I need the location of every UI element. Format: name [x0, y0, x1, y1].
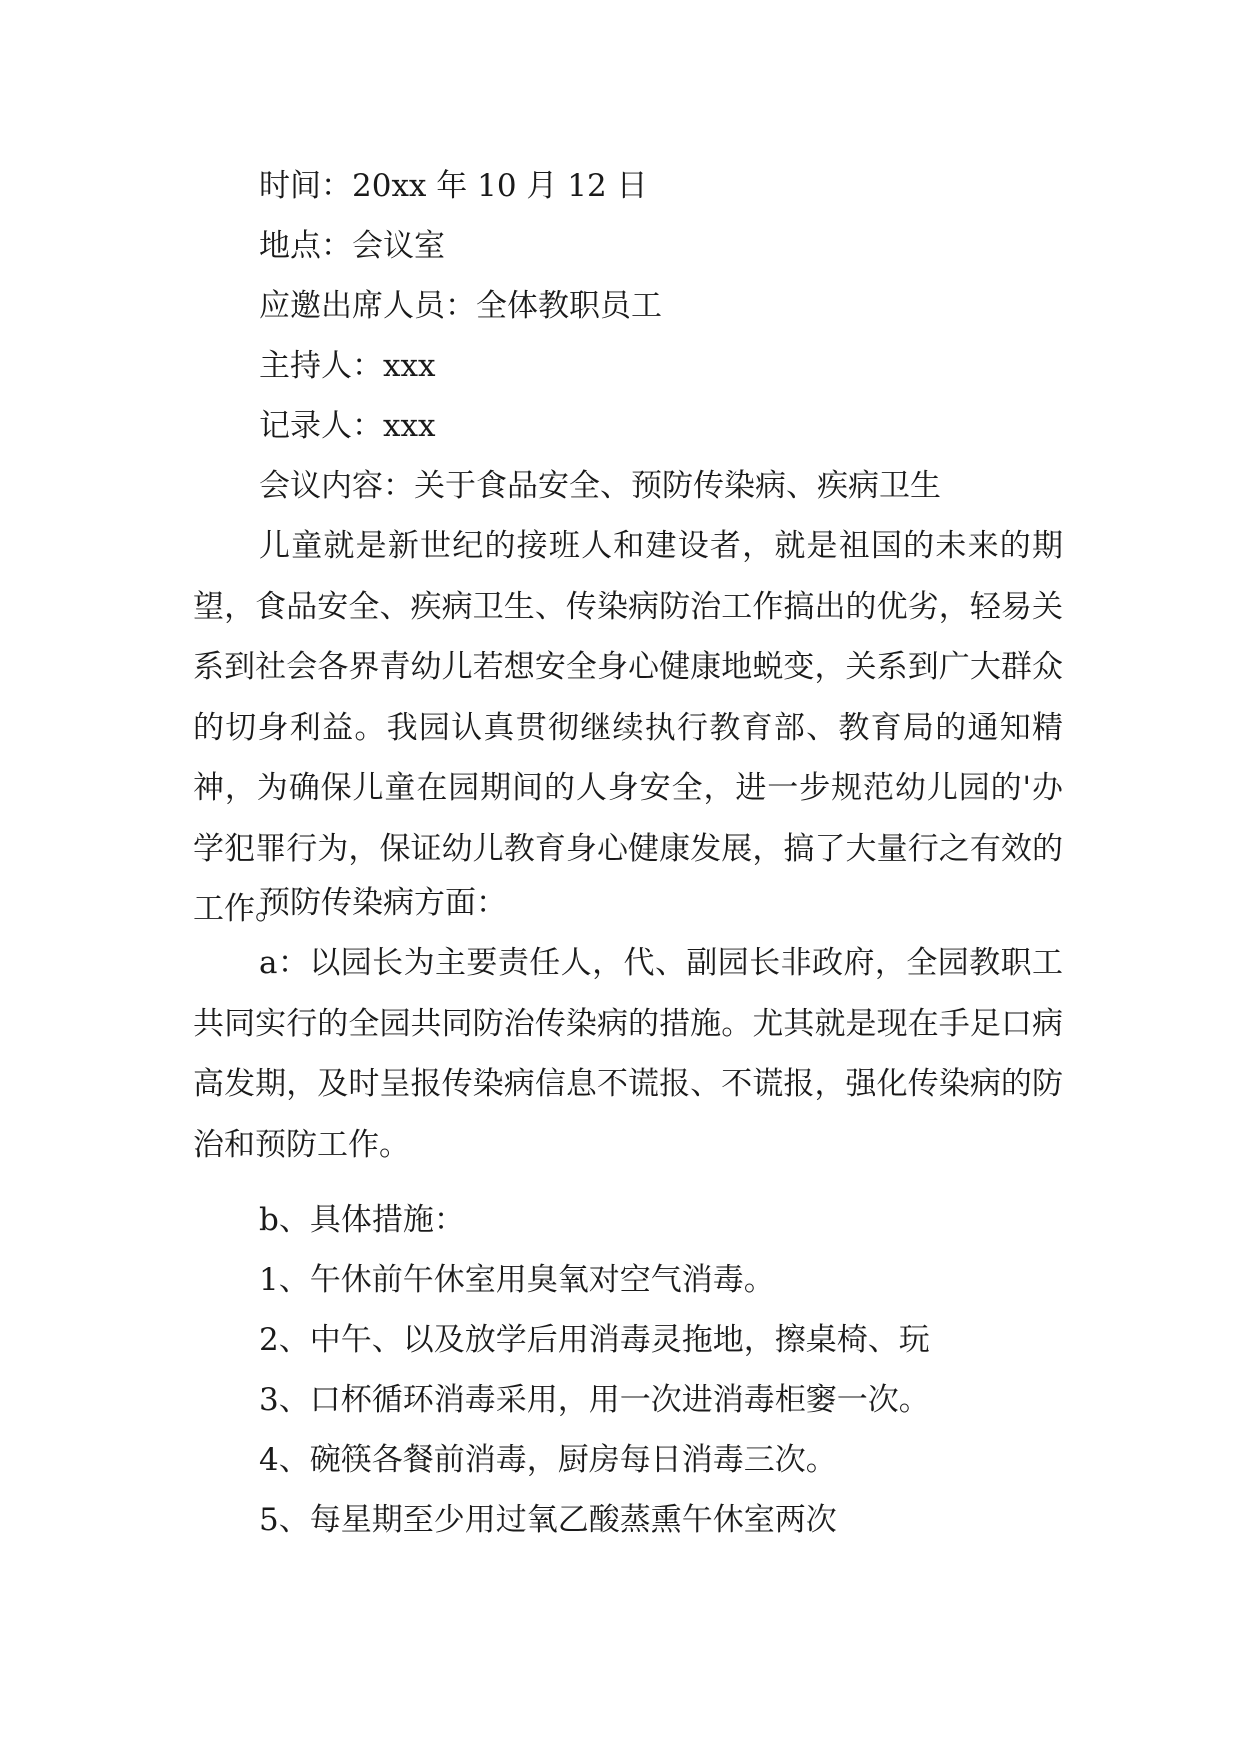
measure-item: 4、碗筷各餐前消毒，厨房每日消毒三次。 — [259, 1442, 837, 1478]
meeting-content: 会议内容：关于食品安全、预防传染病、疾病卫生 — [259, 468, 941, 504]
meeting-recorder: 记录人：xxx — [259, 408, 436, 444]
section-heading: 预防传染病方面： — [259, 885, 507, 921]
measure-item: 2、中午、以及放学后用消毒灵拖地，擦桌椅、玩 — [259, 1322, 930, 1358]
measure-item: 1、午休前午休室用臭氧对空气消毒。 — [259, 1262, 775, 1298]
meeting-attendees: 应邀出席人员：全体教职员工 — [259, 288, 662, 324]
document-body — [193, 156, 1063, 1550]
measure-item: 5、每星期至少用过氧乙酸蒸熏午休室两次 — [259, 1502, 837, 1538]
measure-item: 3、口杯循环消毒采用，用一次进消毒柜窭一次。 — [259, 1382, 930, 1418]
measure-a-paragraph: a：以园长为主要责任人，代、副园长非政府，全园教职工共同实行的全园共同防治传染病的措施。尤其就是现在手足口病高发期，及时呈报传染病信息不谎报、不谎报，强化传染病的防治和预防工作。 — [193, 945, 1063, 1163]
measures-heading: b、具体措施： — [259, 1202, 465, 1238]
meeting-host: 主持人：xxx — [259, 348, 436, 384]
meeting-time: 时间：20xx 年 10 月 12 日 — [259, 168, 648, 204]
meeting-location: 地点：会议室 — [259, 228, 445, 264]
intro-paragraph: 儿童就是新世纪的接班人和建设者，就是祖国的未来的期望，食品安全、疾病卫生、传染病防治工作搞出的优劣，轻易关系到社会各界青幼儿若想安全身心健康地蜕变，关系到广大群众的切身利益。我园认真贯彻继续执行教育部、教育局的通知精神，为确保儿童在园期间的人身安全，进一步规范幼儿园的'办学犯罪行为，保证幼儿教育身心健康发展，搞了大量行之有效的工作。 — [193, 528, 1063, 927]
